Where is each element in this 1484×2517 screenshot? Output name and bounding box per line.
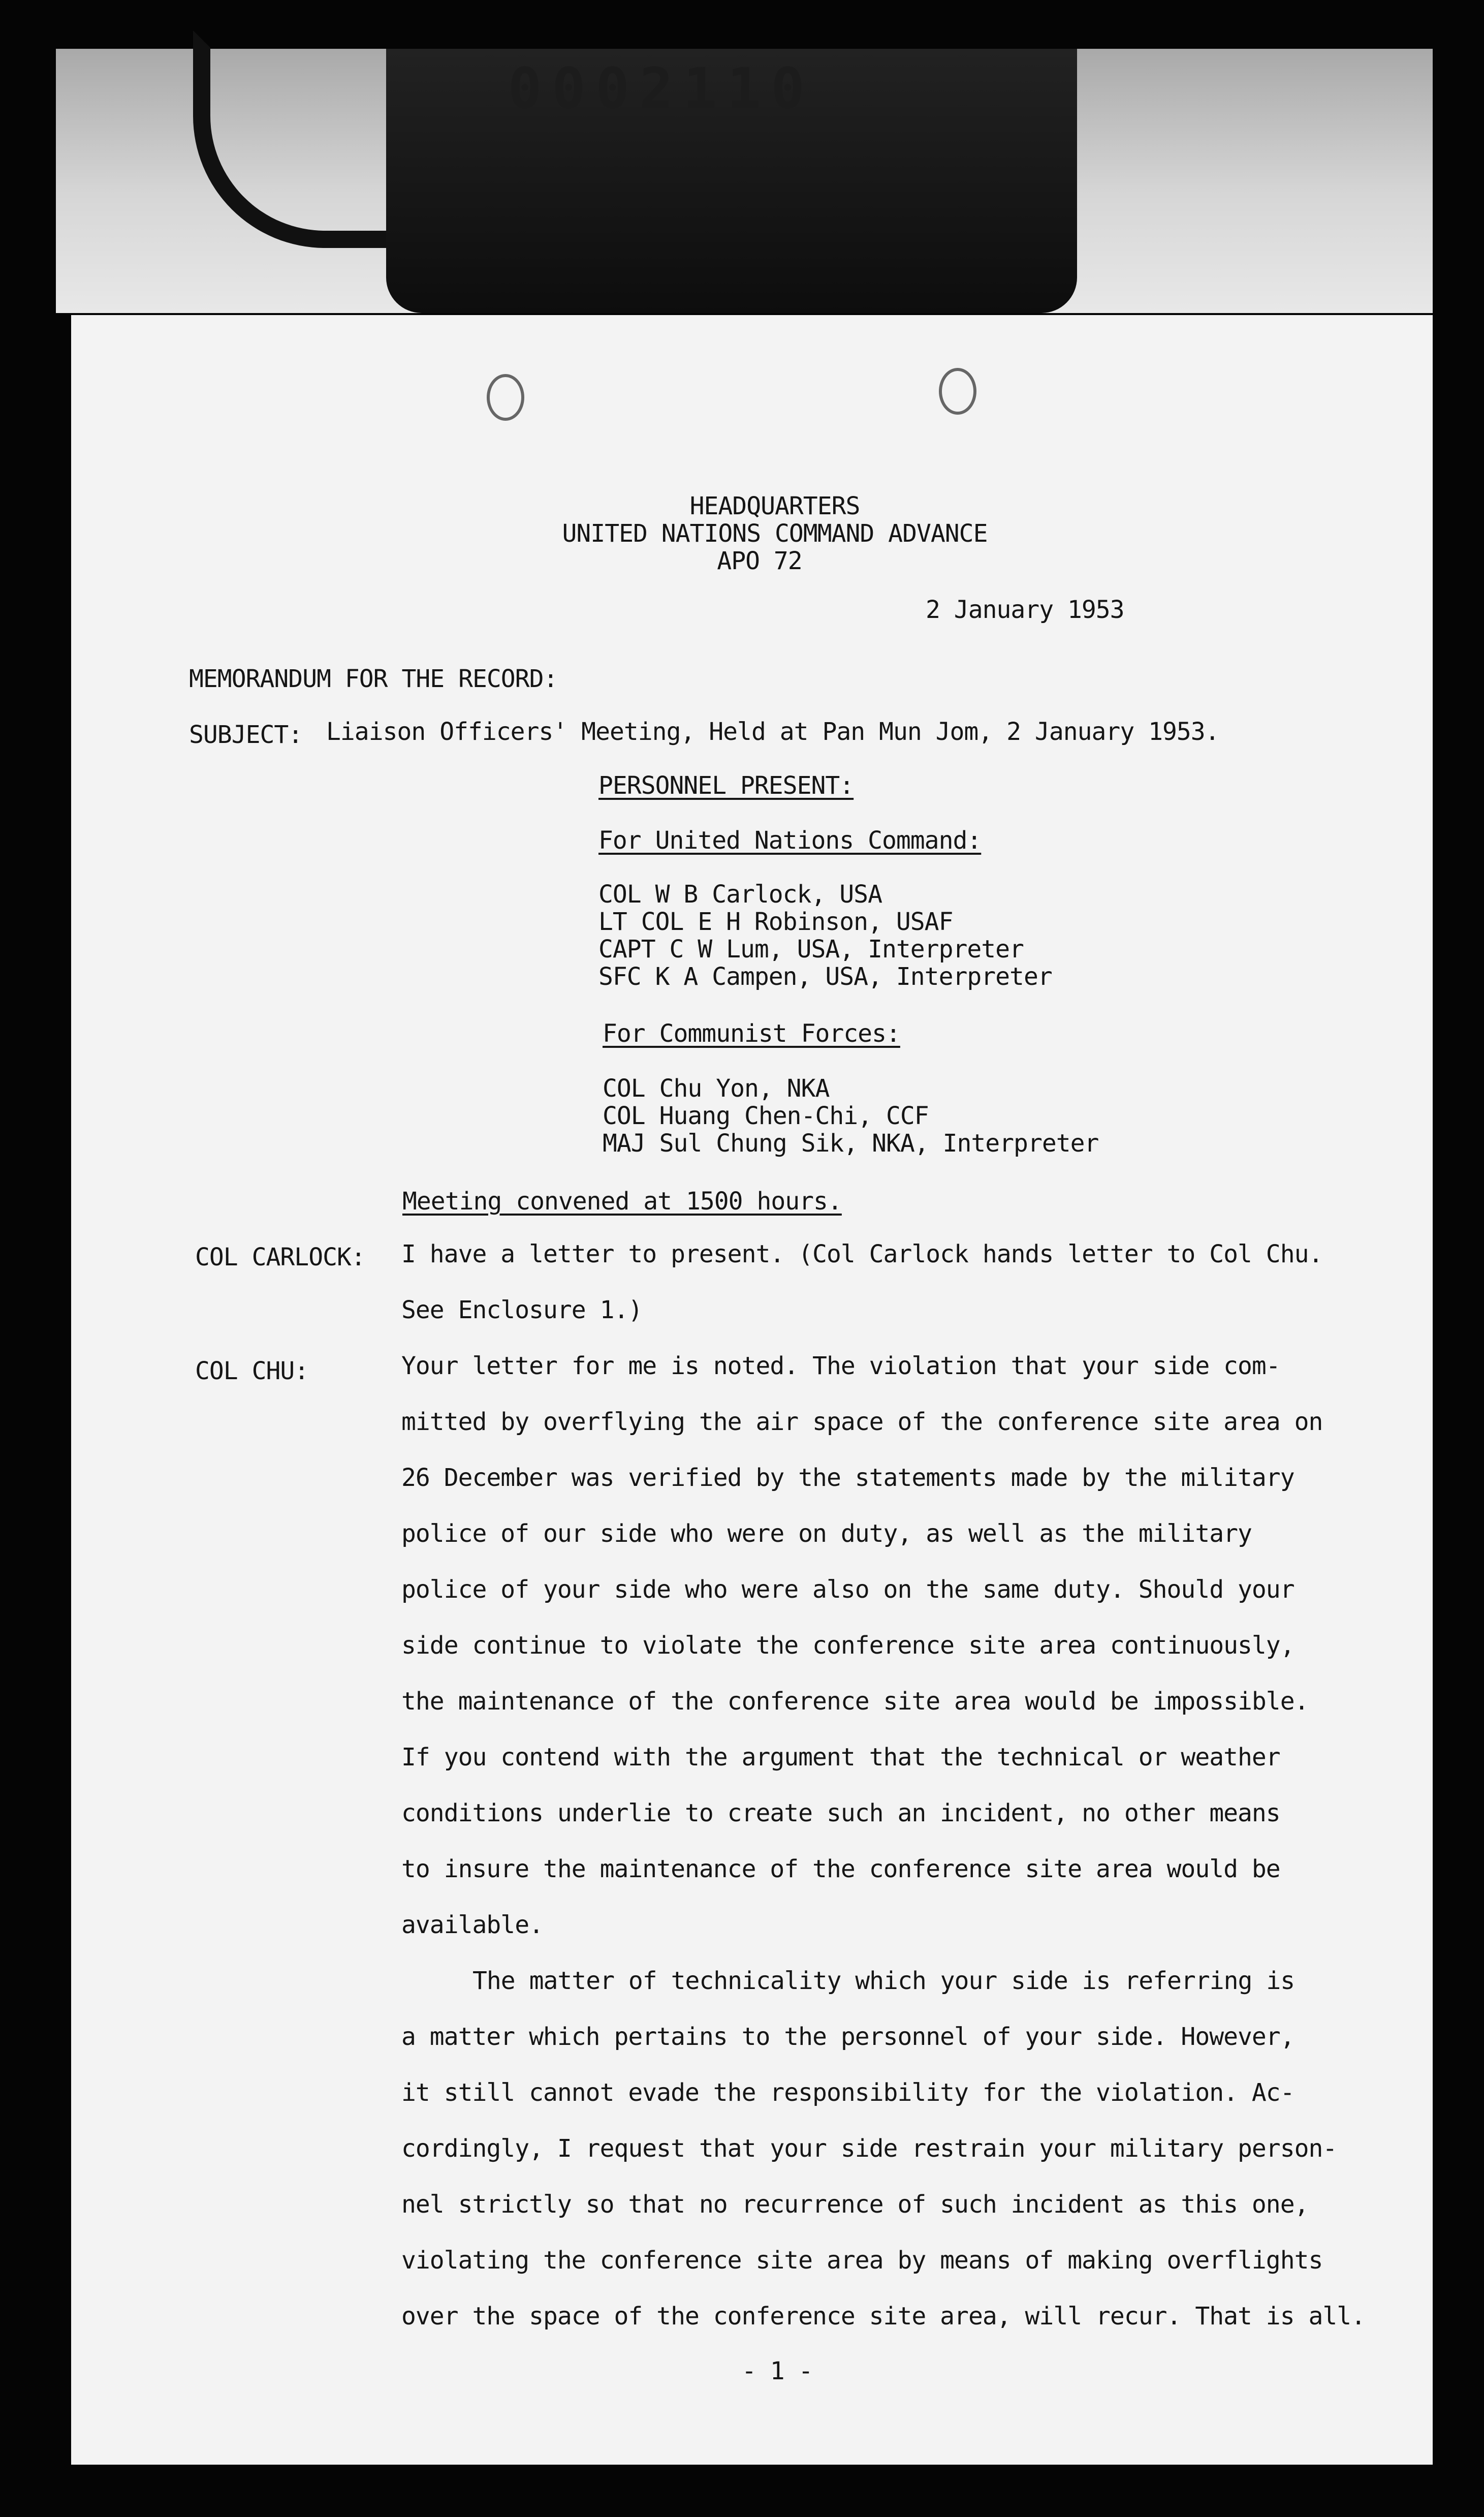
speech-line: it still cannot evade the responsibility for the violation. Ac- — [401, 2078, 1294, 2107]
speech-line: police of your side who were also on the same duty. Should your — [401, 1575, 1294, 1604]
un-member: COL W B Carlock, USA — [598, 880, 882, 909]
un-member: SFC K A Campen, USA, Interpreter — [598, 962, 1052, 991]
memo-date: 2 January 1953 — [926, 596, 1124, 624]
page-number: - 1 - — [742, 2357, 813, 2385]
speech-line: I have a letter to present. (Col Carlock hands letter to Col Chu. — [401, 1240, 1323, 1268]
communist-heading: For Communist Forces: — [603, 1019, 900, 1048]
speech-line: to insure the maintenance of the conference site area would be — [401, 1855, 1280, 1883]
header-line-1: HEADQUARTERS — [689, 492, 860, 520]
punch-hole-right — [939, 368, 976, 415]
subject-label: SUBJECT: — [189, 721, 303, 749]
speech-line: The matter of technicality which your side is referring is — [472, 1967, 1295, 1995]
speech-line: cordingly, I request that your side restrain your military person- — [401, 2134, 1337, 2163]
speech-line: Your letter for me is noted. The violation that your side com- — [401, 1352, 1280, 1380]
speech-line: If you contend with the argument that the technical or weather — [401, 1743, 1280, 1772]
un-member: CAPT C W Lum, USA, Interpreter — [598, 935, 1024, 964]
speech-line: conditions underlie to create such an incident, no other means — [401, 1799, 1280, 1827]
speech-line: violating the conference site area by means of making overflights — [401, 2246, 1323, 2275]
speech-line: the maintenance of the conference site area would be impossible. — [401, 1687, 1309, 1716]
punch-hole-left — [487, 374, 524, 421]
speech-line: side continue to violate the conference site area continuously, — [401, 1631, 1294, 1660]
speech-line: a matter which pertains to the personnel of your side. However, — [401, 2023, 1294, 2051]
header-line-3: APO 72 — [717, 547, 802, 575]
speaker-label: COL CHU: — [195, 1357, 309, 1385]
speech-line: over the space of the conference site area, will recur. That is all. — [401, 2302, 1366, 2330]
speaker-label: COL CARLOCK: — [195, 1243, 365, 1271]
speech-line: mitted by overflying the air space of the conference site area on — [401, 1408, 1323, 1436]
speech-line: available. — [401, 1911, 543, 1939]
personnel-heading: PERSONNEL PRESENT: — [598, 771, 854, 800]
communist-member: MAJ Sul Chung Sik, NKA, Interpreter — [603, 1129, 1099, 1158]
un-heading: For United Nations Command: — [598, 826, 982, 855]
un-member: LT COL E H Robinson, USAF — [598, 908, 953, 936]
memo-title: MEMORANDUM FOR THE RECORD: — [189, 665, 558, 693]
subject-text: Liaison Officers' Meeting, Held at Pan Mun Jom, 2 January 1953. — [326, 718, 1219, 746]
meeting-convened: Meeting convened at 1500 hours. — [402, 1187, 842, 1216]
speech-line: nel strictly so that no recurrence of such incident as this one, — [401, 2190, 1309, 2219]
frame-number: 0002110 — [508, 56, 815, 121]
speech-line: See Enclosure 1.) — [401, 1296, 643, 1324]
speech-line: police of our side who were on duty, as well as the military — [401, 1519, 1252, 1548]
header-line-2: UNITED NATIONS COMMAND ADVANCE — [562, 519, 988, 548]
communist-member: COL Huang Chen-Chi, CCF — [603, 1102, 929, 1130]
communist-member: COL Chu Yon, NKA — [603, 1074, 830, 1103]
speech-line: 26 December was verified by the statements made by the military — [401, 1464, 1294, 1492]
document-page — [71, 315, 1433, 2465]
